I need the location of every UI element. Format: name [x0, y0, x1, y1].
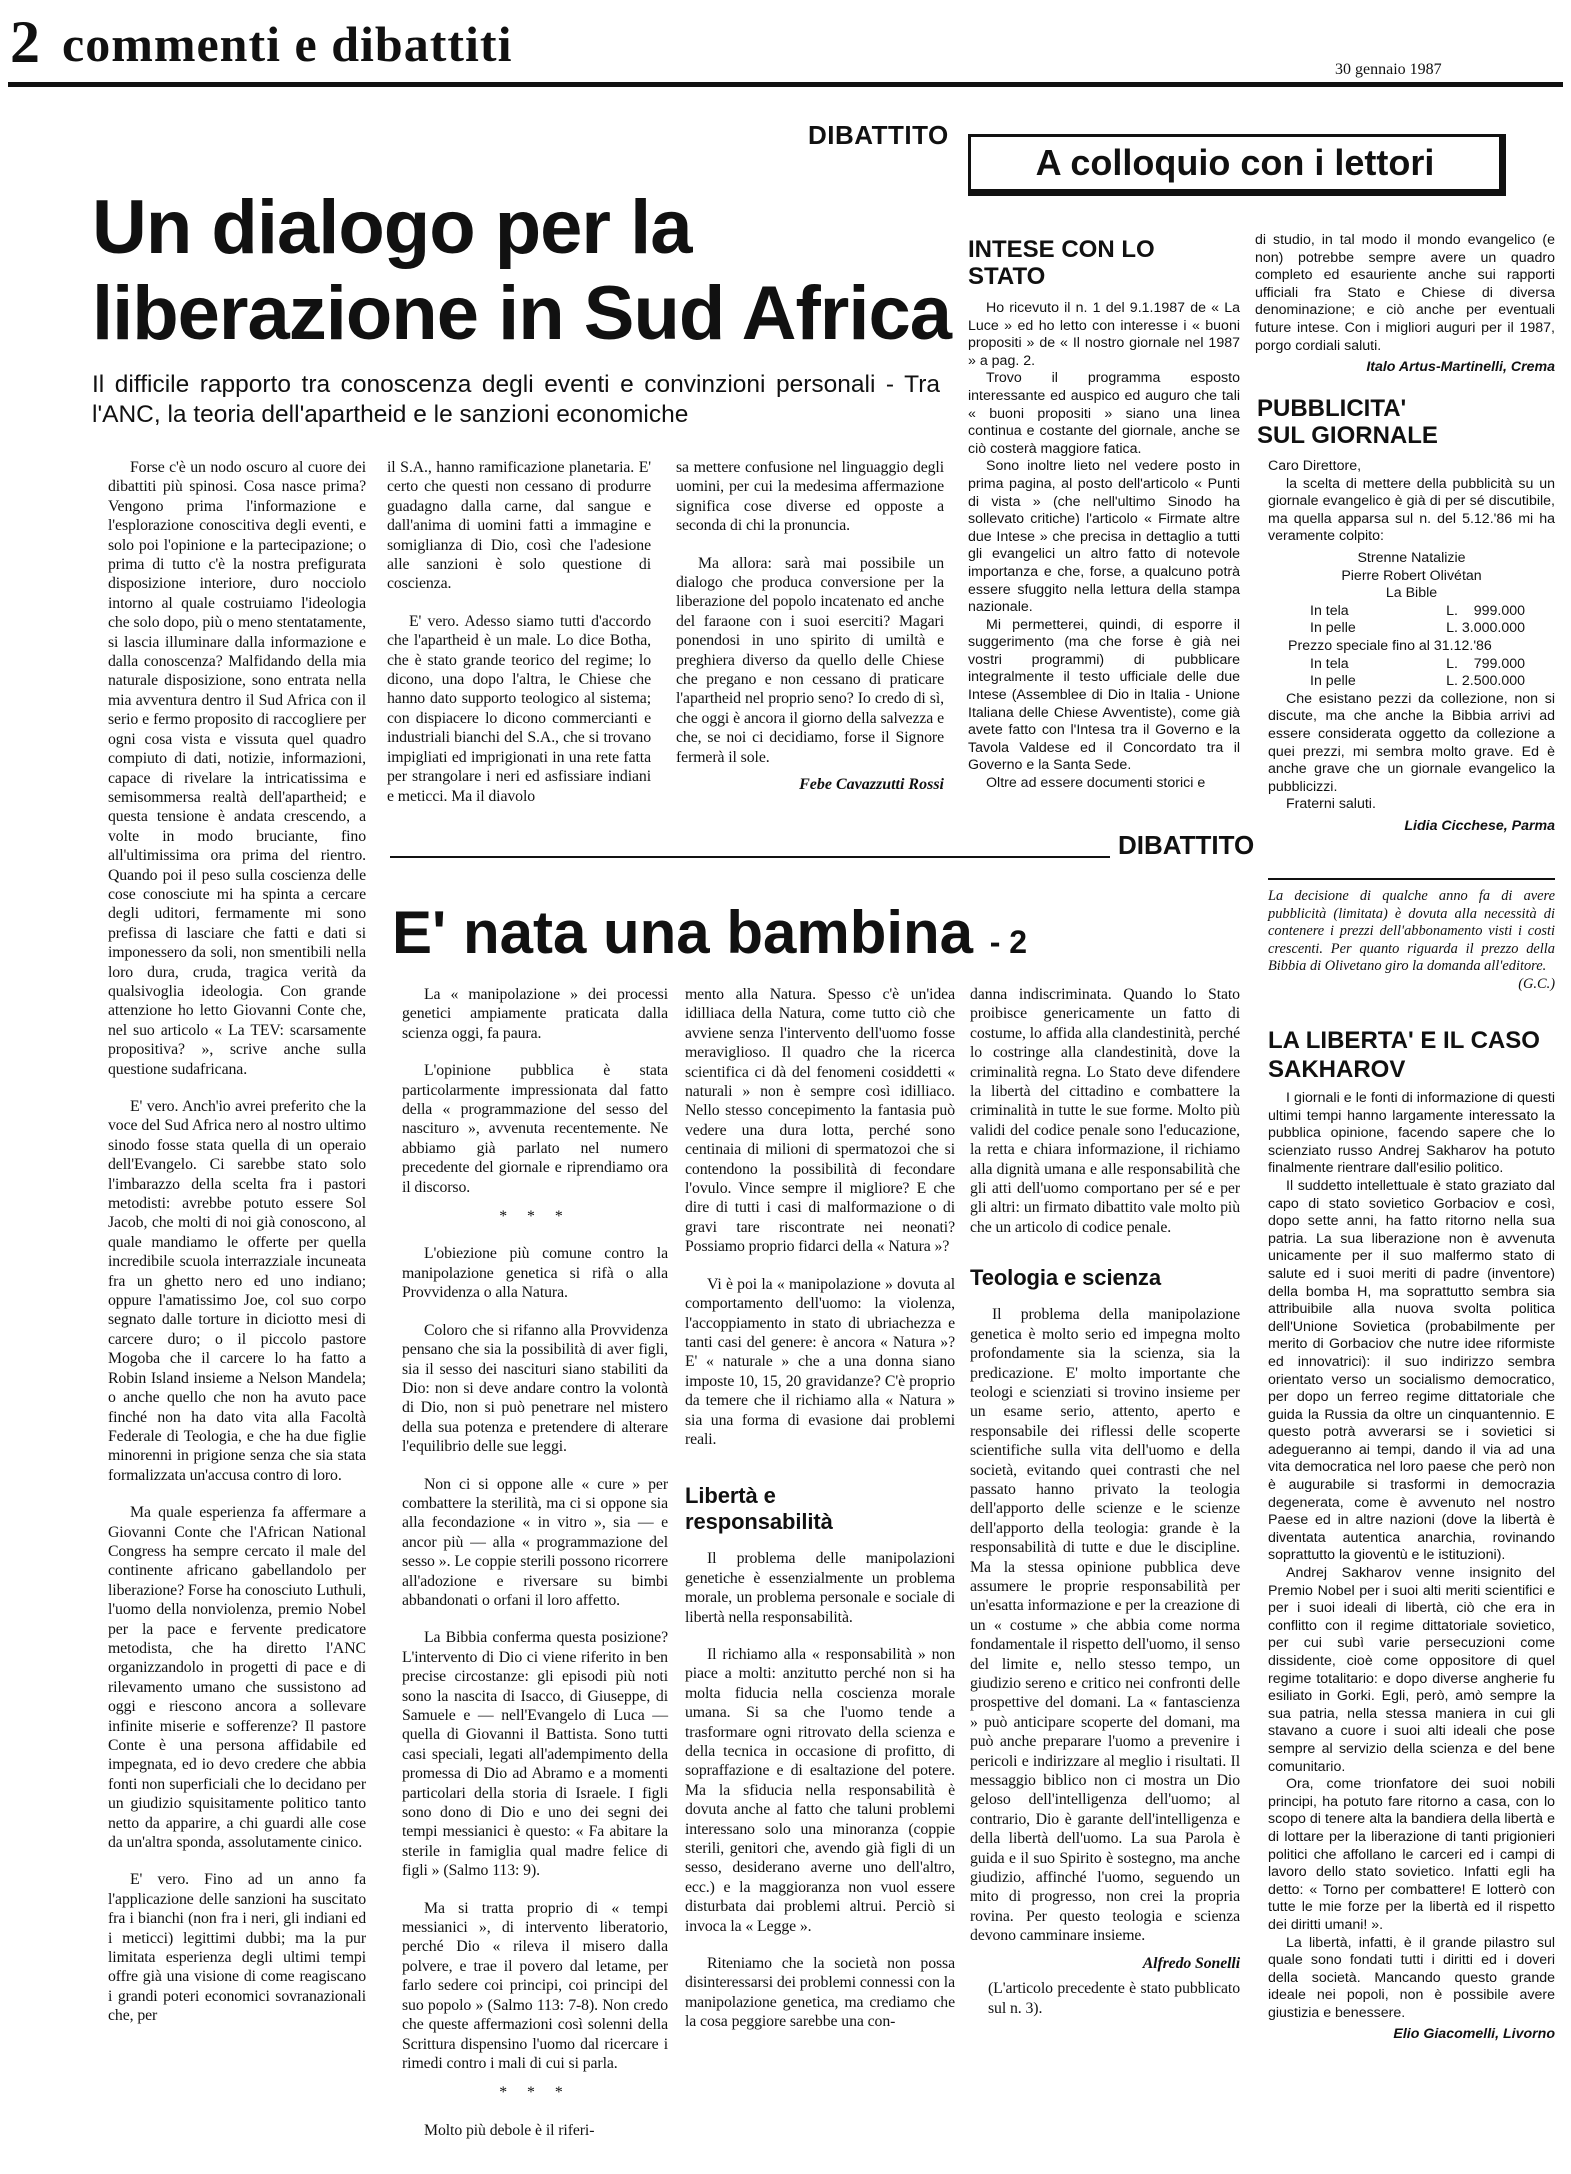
- letter1-para: Sono inoltre lieto nel vedere posto in prima pagina, al posto dell'articolo « Punti di vista » (che nell'ultimo Sinodo ha sollevato critiche) l'articolo « Firmate altre due Intese » che precisa in dettaglio a tutti gli evangelici un altro fatto di notevole importanza e che, forse, a qualcuno potrà essere sfuggito nella lettura della stampa nazionale.: [968, 458, 1240, 616]
- article1-col1-para: E' vero. Anch'io avrei preferito che la voce del Sud Africa nero al nostro ultimo sinodo fosse stata quella di un operaio dell'Evangelo. Ci sarebbe stato solo l'imbarazzo della scelta fra i pastori metodisti: avrebbe potuto essere Sol Jacob, che molti di noi già conoscono, al quale mandiamo le offerte per quella incredibile scuola interrazziale incuneata fra un ghetto nero ed uno indiano; oppure l'amatissimo Joe, col suo corpo segnato dalle torture in diciotto mesi di carcere duro; o il piccolo pastore Mogoba che il carcere lo ha fatto a Robin Island insieme a Nelson Mandela; o anche quello che non ha avuto pace finché non ha dato vita alla Facoltà Federale di Teologia, e che ha due figlie minorenni in prigione senza che sia stata formalizzata un'accusa contro di loro.: [108, 1098, 366, 1484]
- article2-col1-para: Molto più debole è il riferi-: [424, 2121, 595, 2139]
- letter3-title: LA LIBERTA' E IL CASO SAKHAROV: [1268, 1027, 1540, 1083]
- price-amount: L. 2.500.000: [1446, 673, 1525, 690]
- letter1-col2-para: di studio, in tal modo il mondo evangelico (e non) potrebbe sempre avere un quadro completo ed esauriente anche sui rapporti ufficiali fra Stato e Chiese di diversa denominazione; e ciò anche per eventuali future intese. Con i migliori auguri per il 1987, porgo cordiali saluti.: [1255, 232, 1555, 354]
- price-amount: L. 799.000: [1446, 655, 1525, 672]
- letter1-col1: [968, 300, 1240, 820]
- article2-note: (L'articolo precedente è stato pubblicato sul n. 3).: [988, 1980, 1240, 2017]
- article2-col2-para: Il problema delle manipolazioni genetiche è essenzialmente un problema morale, un problema personale e sociale di libertà nella responsabilità.: [685, 1550, 955, 1626]
- letter3-body: [1268, 1090, 1555, 2110]
- article1-col1: [108, 458, 366, 2098]
- letter3-para: Andrej Sakharov venne insignito del Premio Nobel per i suoi alti meriti scientifici e per i suoi ideali di libertà, ciò che era in conflitto con il regime dittatoriale sovietico, per cui subì varie persecuzioni come dissidente, cioè come oppositore di quel regime totalitario: e dopo diverse angherie fu esiliato in Gorki. Egli, però, amò sempre la sua patria, nella stessa maniera in cui gli stavano a cuore i suoi alti ideali che pose sempre al servizio della scienza e del bene comunitario.: [1268, 1565, 1555, 1775]
- price-amount: L. 3.000.000: [1446, 620, 1525, 637]
- article1-signature: Febe Cavazzutti Rossi: [799, 776, 944, 793]
- article1-headline-line1: Un dialogo per la: [92, 185, 692, 270]
- article2-col2: [685, 985, 955, 2115]
- subhead-liberta: Libertà e responsabilità: [685, 1483, 833, 1535]
- price-amount: L. 999.000: [1446, 602, 1525, 619]
- letter2-signature: Lidia Cicchese, Parma: [1404, 817, 1555, 834]
- article2-headline-suffix: - 2: [989, 924, 1028, 960]
- letter2-para: Che esistano pezzi da collezione, non si discute, ma che anche la Bibbia arrivi ad essere considerata oggetto da collezione a quei prezzi, mi sembra molto grave. Ed è anche grave che un giornale evangelico la pubblicizzi.: [1268, 690, 1555, 795]
- letter1-para: Oltre ad essere documenti storici e: [986, 775, 1206, 792]
- letter1-para: Mi permetterei, quindi, di esporre il suggerimento (ma che forse è già nei vostri programmi) di pubblicare integralmente il testo ufficiale delle due Intese (Assemblee di Dio in Italia - Unione Italiana delle Chiese Avventiste), come già avete fatto con l'Intesa tra il Governo e la Tavola Valdese ed il Concordato tra il Governo e la Santa Sede.: [968, 616, 1240, 774]
- price-row: [1288, 620, 1525, 638]
- letter3-signature: Elio Giacomelli, Livorno: [1393, 2026, 1555, 2043]
- article1-col3-para: Ma allora: sarà mai possibile un dialogo che produca conversione per la liberazione del popolo incatenato ed anche del faraone con i suoi eserciti? Magari ponendosi in uno spirito di umiltà e preghiera diverso da quello delle Chiese che pregano e non cessano di praticare l'apartheid nel proprio seno? Io credo di sì, che oggi è ancora il giorno della salvezza e che, se noi ci decidiamo, forse il Signore fermerà il sole.: [676, 554, 944, 766]
- letters-box-title: A colloquio con i lettori: [968, 134, 1506, 196]
- letter2-salutation: Caro Direttore,: [1268, 458, 1362, 474]
- letter2-ad-line: Strenne Natalizie: [1357, 549, 1466, 566]
- article2-headline-text: E' nata una bambina: [392, 899, 974, 966]
- price-label: In tela: [1310, 655, 1349, 672]
- letter2-para: Fraterni saluti.: [1286, 796, 1376, 813]
- price-label: In pelle: [1310, 620, 1356, 637]
- article2-col1-para: L'opinione pubblica è stata particolarmente impressionata dal fatto della « programmazione del sesso del nascituro », avvenuta recentemente. Ne abbiamo già parlato nel numero precedente del giornale e riprendiamo ora il discorso.: [402, 1062, 668, 1196]
- editor-note: [1268, 888, 1555, 1018]
- letter2-ad-line: Pierre Robert Olivétan: [1341, 567, 1482, 584]
- letter1-para: Ho ricevuto il n. 1 del 9.1.1987 de « La Luce » ed ho letto con interesse i « buoni propositi » de « Il nostro giornale nel 1987 » a pag. 2.: [968, 300, 1240, 369]
- price-row: [1288, 638, 1525, 656]
- editor-note-text: La decisione di qualche anno fa di avere pubblicità (limitata) è dovuta alla necessità di contenere i prezzi dell'abbonamento visti i costi crescenti. Per quanto riguarda il prezzo della Bibbia di Olivetano giro la domanda all'editore.: [1268, 888, 1555, 975]
- letter3-para: La libertà, infatti, è il grande pilastro sul quale sono fondati tutti i diritti ed i doveri della società. Mancando questo grande ideale nei popoli, non è possibile avere giustizia e benessere.: [1268, 1934, 1555, 2021]
- article1-subhead: Il difficile rapporto tra conoscenza degli eventi e convinzioni personali - Tra l'ANC, la teoria dell'apartheid e le sanzioni economiche: [92, 371, 940, 428]
- editor-note-rule: [1268, 878, 1555, 880]
- section-separator: * * *: [499, 2084, 571, 2102]
- editor-note-signature: (G.C.): [1518, 975, 1555, 992]
- price-label: Prezzo speciale fino al 31.12.'86: [1288, 637, 1492, 654]
- letter3-para: Ora, come trionfatore dei suoi nobili principi, ha potuto fare ritorno a casa, con lo scopo di tenere alta la bandiera della libertà e di lottare per la liberazione di tanti prigionieri politici che affollano le carceri ed i campi di lavoro dello stato sovietico. Infatti egli ha detto: « Torno per combattere! E lotterò con tutte le mie forze per la libertà ed il rispetto dei diritti umani! ».: [1268, 1776, 1555, 1933]
- page-number: 2: [10, 9, 40, 75]
- article2-col1-para: Ma si tratta proprio di « tempi messianici », di intervento liberatorio, perché Dio « rileva il misero dalla polvere, e trae il povero dal letame, per farlo sedere coi principi, coi principi del suo popolo » (Salmo 113: 7-8). Non credo che queste affermazioni così solenni della Scrittura dispensino l'uomo dal ricercare i rimedi contro i mali di cui si parla.: [402, 1899, 668, 2072]
- subhead-teologia: Teologia e scienza: [970, 1265, 1161, 1291]
- price-label: In tela: [1310, 602, 1349, 619]
- article2-signature: Alfredo Sonelli: [1142, 1954, 1240, 1972]
- article1-col2-para: E' vero. Adesso siamo tutti d'accordo che l'apartheid è un male. Lo dice Botha, che è stato grande teorico del regime; lo dicono, una dopo l'altra, le Chiese che hanno dato supporto teologico al sistema; con dispiacere lo dicono commercianti e industriali bianchi del S.A., che si trovano impigliati ed imprigionati in una rete fatta per strangolare i neri ed asfissiare indiani e meticci. Ma il diavolo: [387, 612, 651, 805]
- article2-col3: [970, 985, 1240, 2115]
- article2-col1-para: La Bibbia conferma questa posizione? L'intervento di Dio ci viene riferito in ben precise circostanze: gli episodi più noti sono la nascita di Isacco, di Giuseppe, di Samuele e — nell'Evangelo di Luca — quella di Giovanni il Battista. Sono tutti casi speciali, legati all'adempimento della promessa di Dio ad Abramo e a momenti particolari della storia di Israele. I figli sono dono di Dio e uno dei segni dei tempi messianici è questo: « Fa abitare la sterile in famiglia qual madre felice di figli » (Salmo 113: 9).: [402, 1629, 668, 1880]
- article1-col1-para: Forse c'è un nodo oscuro al cuore dei dibattiti più spinosi. Cosa nasce prima? Vengono prima l'informazione e l'esplorazione conoscitiva degli eventi, e solo poi l'opinione e la partecipazione; o prima di tutto c'è la nostra prefigurata disposizione interiore, duro nocciolo intorno al quale costruiamo l'ideologia che solo dopo, più o meno stentatamente, si lascia illuminare dalla informazione e dalla conoscenza? Malfidando della mia naturale disposizione, sono entrata nella mia avventura dentro il Sud Africa con il serio e fermo proposito di raccogliere per ogni cosa vista e vissuta quel quadro compiuto di dati, notizie, informazioni, capace di rivelare la intricatissima e semisommersa realtà dell'apartheid; e questa tensione è andata crescendo, a volte in modo bruciante, fino all'ultimissima ora prima del rientro. Quando poi il peso sulla coscienza delle cose conosciute mi ha spinta a cercare degli uditori, fermamente mi sono prefissa di lasciare che fatti e dati si imponessero da soli, non smentibili nella loro dura, cruda, tragica verità da qualsivoglia ideologia. Con grande attenzione ho letto Giovanni Conte che, nel suo articolo « La TEV: scarsamente propositiva? », scrive anche sulla questione sudafricana.: [108, 459, 366, 1078]
- section-title: commenti e dibattiti: [62, 16, 513, 72]
- article2-col2-para: Vi è poi la « manipolazione » dovuta al comportamento dell'uomo: la violenza, l'accoppiamento in stato di ubriachezza e tanti casi del genere: è ancora « Natura »? E' « naturale » che a una donna siano imposte 10, 15, 20 gravidanze? C'è proprio da temere che il richiamo alla « Natura » sia una forma di evasione dai problemi reali.: [685, 1275, 955, 1448]
- article2-kicker: DIBATTITO: [1110, 830, 1254, 860]
- article2-col2-para: Riteniamo che la società non possa disinteressarsi dei problemi connessi con la manipolazione genetica, ma crediamo che la cosa peggiore sarebbe una con-: [685, 1955, 955, 2031]
- price-row: [1288, 673, 1525, 691]
- price-row: [1288, 603, 1525, 621]
- article2-col2-para: mento alla Natura. Spesso c'è un'idea idilliaca della Natura, come tutto ciò che avviene senza l'intervento dell'uomo fosse meraviglioso. Il quadro che la ricerca scientifica ci dà del fenomeni cosiddetti « naturali » non è sempre così idilliaco. Nello stesso concepimento la fantasia può vedere una dura lotta, perché sono centinaia di milioni di spermatozoi che si contendono la possibilità di fecondare l'ovulo. Vince sempre il migliore? E che dire di tutti i casi di malformazione o di gravi tare riscontrate nei neonati? Possiamo proprio fidarci della « Natura »?: [685, 986, 955, 1256]
- article1-headline: [92, 185, 952, 357]
- article1-kicker: DIBATTITO: [808, 120, 949, 150]
- price-table: [1268, 603, 1555, 691]
- article2-col1-para: Coloro che si rifanno alla Provvidenza pensano che sia la possibilità di aver figli, sia il sesso dei nascituri siano stabiliti da Dio: non si deve andare contro la volontà di Dio, non si può penetrare nel mistero della sua potenza e pretendere di alterare l'equilibrio delle sue leggi.: [402, 1321, 668, 1456]
- article2-col1: [402, 985, 668, 2139]
- price-label: In pelle: [1310, 673, 1356, 690]
- letter3-para: Il suddetto intellettuale è stato graziato dal capo di stato sovietico Gorbaciov e così, dopo sette anni, ha fatto ritorno nella sua patria. La sua liberazione non è avvenuta unicamente per il suo malfermo stato di salute ed i suoi meriti di padre (inventore) della bomba H, ma soprattutto sembra sia attribuibile alla nuova svolta politica dell'Unione Sovietica (probabilmente per merito di Gorbaciov che nutre idee riformiste ed innovatrici): il suo indirizzo sembra orientato verso un socialismo democratico, per dopo un ferreo regime dittatoriale che guida la Russia da oltre un cinquantennio. E questo potrà avverarsi se i sovietici si adegueranno ai tempi, dando il via ad una vita democratica nel loro paese che però non è augurabile si trasformi in democrazia degenerata, come è avvenuto nel nostro Paese ed in altre nazioni (dove la libertà è diventata autentica anarchia, rovinando soprattutto la gioventù e le istituzioni).: [1268, 1177, 1555, 1564]
- article1-col3: [676, 458, 944, 808]
- article2-col1-para: La « manipolazione » dei processi genetici ampiamente praticata dalla scienza oggi, fa paura.: [402, 986, 668, 1042]
- page-date: 30 gennaio 1987: [1335, 61, 1442, 78]
- article2-col1-para: Non ci si oppone alle « cure » per combattere la sterilità, ma ci si oppone sia alla fecondazione « in vitro », sia — e ancor più — alla « programmazione del sesso ». Le coppie sterili possono ricorrere all'adozione e riversare su bimbi abbandonati o orfani il loro affetto.: [402, 1475, 668, 1609]
- article2-col3-para: Il problema della manipolazione genetica è molto serio ed impegna molto profondamente sia la scienza, sia la predicazione. E' molto importante che teologi e scienziati si trovino insieme per un esame serio, attento, aperto e responsabile dei riflessi delle scoperte scientifiche sulla vita dell'uomo e della società, evitando quei contrasti che nel passato hanno privato la teologia dell'apporto delle scienze e le scienze dell'apporto della teologia: grande è la responsabilità di tutte e due le discipline. Ma la stessa opinione pubblica deve assumere le proprie responsabilità per un'esatta informazione e per la creazione di un « costume » che abbia come norma fondamentale il rispetto dell'uomo, il senso del limite e, nello stesso tempo, un giudizio sereno e critico nei confronti delle prospettive del domani. La « fantascienza » può anticipare scoperte del domani, ma può anche preparare l'uomo a prevenire i pericoli e indirizzare al meglio i risultati. Il messaggio biblico non ci mostra un Dio geloso dell'intelligenza dell'uomo; al contrario, Dio è garante dell'intelligenza e della libertà dell'uomo. La sua Parola è guida e il suo Spirito è sostegno, ma anche giudizio, affinché l'uomo, seguendo un mito di progresso, non crei la propria rovina. Per questo teologia e scienza devono camminare insieme.: [970, 1306, 1240, 1945]
- article1-col2: [387, 458, 651, 808]
- letter2-ad-line: La Bible: [1385, 585, 1438, 602]
- article2-col3-para: danna indiscriminata. Quando lo Stato proibisce genericamente un fatto di costume, lo affida alla clandestinità, perché lo costringe alla clandestinità, dove la criminalità regna. Lo Stato deve difendere la libertà del cittadino e combattere la criminalità in tutte le sue forme. Molto più validi del codice penale sono l'educazione, la retta e chiara informazione, il richiamo alla dignità umana e alle responsabilità che gli atti dell'uomo comportano per sé e per gli altri: un firmato dibattito vale molto più che un articolo di codice penale.: [970, 986, 1240, 1236]
- letter1-para: Trovo il programma esposto interessante ed auspico ed auguro che tali « buoni propositi » siano una linea continua e costante del giornale, anche se ciò costerà maggiore fatica.: [968, 370, 1240, 457]
- masthead-rule: [8, 82, 1563, 87]
- article2-col1-para: L'obiezione più comune contro la manipolazione genetica si rifà o alla Provvidenza o alla Natura.: [402, 1245, 668, 1302]
- letter3-para: I giornali e le fonti di informazione di questi ultimi tempi hanno largamente interessato la pubblica opinione, facendo sapere che lo scienziato russo Andrej Sakharov ha potuto finalmente rientrare dall'esilio politico.: [1268, 1090, 1555, 1177]
- article1-col1-para: E' vero. Fino ad un anno fa l'applicazione delle sanzioni ha suscitato fra i bianchi (non fra i neri, gli indiani ed i meticci) legittimi dubbi; ma la pur limitata esperienza degli ultimi tempi offre già una visione di come reagiscano i grandi poteri economici sovranazionali che, per: [108, 1871, 366, 2025]
- letter2-body: [1268, 458, 1555, 873]
- article1-headline-line2: liberazione in Sud Africa: [92, 271, 952, 356]
- article2-headline: [392, 898, 1252, 977]
- price-row: [1288, 656, 1525, 674]
- article2-col2-para: Il richiamo alla « responsabilità » non piace a molti: anzitutto perché non si ha molta fiducia nella coscienza morale umana. Si sa che l'uomo tende a trasformare ogni ritrovato della scienza e della tecnica in occasione di profitto, di sopraffazione e di esaltazione del potere. Ma la sfiducia nella responsabilità è dovuta anche al fatto che taluni problemi interessano solo una minoranza (coppie sterili, genitori che, avendo già figli di un sesso, desiderano averne uno dell'altro, ecc.) e la maggioranza non vuol essere disturbata dai problemi altrui. Perciò si invoca la « Legge ».: [685, 1645, 955, 1935]
- letter1-col2: [1255, 232, 1555, 382]
- article1-col1-para: Ma quale esperienza fa affermare a Giovanni Conte che l'African National Congress ha sempre cercato il male del continente africano gabellandolo per liberazione? Forse ha conosciuto Luthuli, l'uomo della nonviolenza, premio Nobel per la pace e fervente predicatore metodista, che ha diretto l'ANC organizzandolo in progetti di pace e di rilevamento umano che sussistono ad oggi e riescono ancora a sollevare infinite miserie e sofferenze? Il pastore Conte è una persona affidabile ed impegnata, ed io devo credere che abbia fonti non superficiali che lo decidano per un giudizio squisitamente politico tanto netto da apparire, a chi guardi alle cose da un'altra sponda, assolutamente cinico.: [108, 1504, 366, 1852]
- letter2-para: la scelta di mettere della pubblicità su un giornale evangelico è già di per sé discutibile, ma quella apparsa sul n. del 5.12.'86 mi ha veramente colpito:: [1268, 475, 1555, 545]
- article1-col3-para: sa mettere confusione nel linguaggio degli uomini, per cui la medesima affermazione significa cose diverse ed opposte a seconda di chi la pronuncia.: [676, 459, 944, 535]
- article1-col2-para: il S.A., hanno ramificazione planetaria. E' certo che questi non cessano di produrre guadagno dalla carne, dal sangue e dall'anima di uomini fatti a immagine e somiglianza di Dio, così che l'adesione alle sanzioni è solo questione di coscienza.: [387, 459, 651, 593]
- letter2-title: PUBBLICITA' SUL GIORNALE: [1257, 395, 1438, 449]
- section-separator: * * *: [499, 1208, 571, 1226]
- letter1-title: INTESE CON LO STATO: [968, 236, 1155, 290]
- letter1-signature: Italo Artus-Martinelli, Crema: [1366, 359, 1555, 376]
